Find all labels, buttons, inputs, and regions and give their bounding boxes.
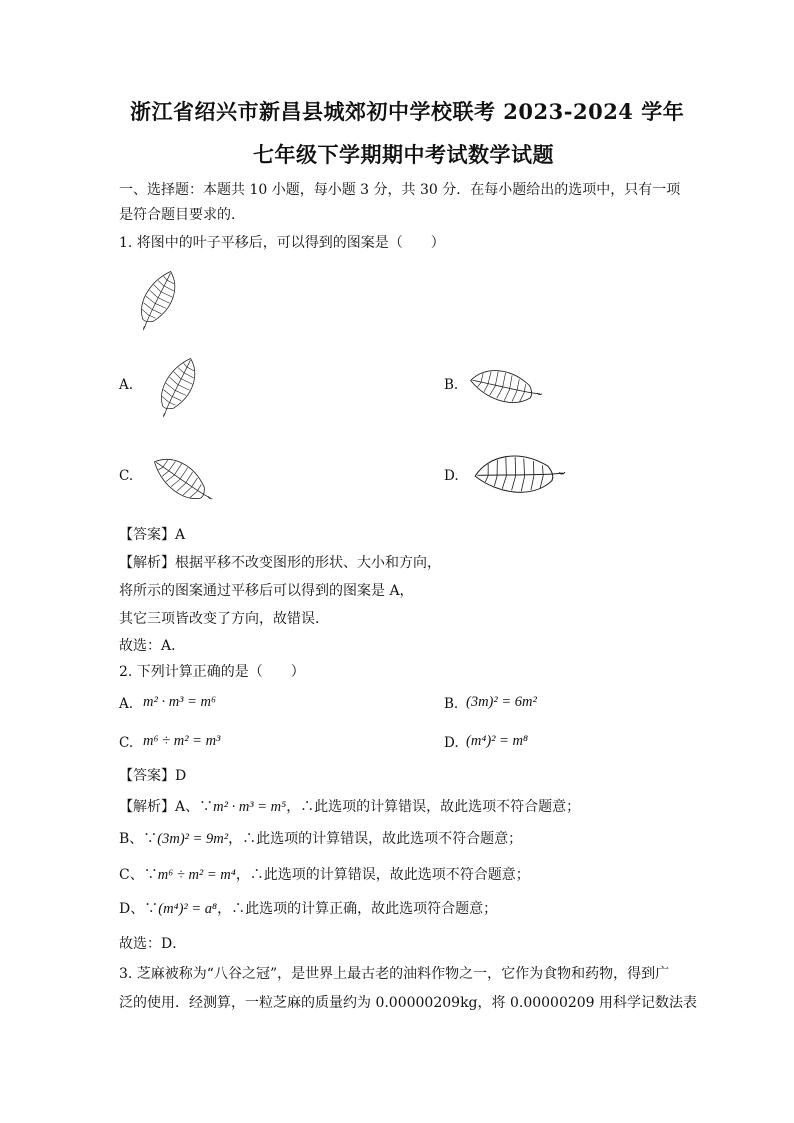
q2-option-d-label: D. — [444, 735, 459, 751]
q2-option-b-label: B. — [444, 696, 459, 712]
q2-analysis-b-pre: B、∵ — [119, 831, 158, 847]
title-line-2: 七年级下学期期中考试数学试题 — [253, 142, 554, 167]
q2-analysis-c — [119, 865, 530, 885]
leaf-option-c-figure — [138, 435, 223, 523]
q2-analysis-d-pre: D、∵ — [119, 901, 159, 917]
q2-option-a-label: A. — [119, 696, 134, 712]
q2-option-c-label: C. — [119, 735, 134, 751]
q1-option-b-label: B. — [444, 377, 459, 393]
q2-stem: 2. 下列计算正确的是（ ） — [119, 664, 305, 680]
q2-analysis-a-post: ，∴此选项的计算错误，故此选项不符合题意； — [286, 799, 581, 815]
leaf-option-b-figure — [458, 345, 548, 429]
q2-answer: 【答案】D — [119, 768, 187, 784]
q3-stem-line-2: 泛的使用．经测算，一粒芝麻的质量约为 0.00000209kg，将 0.00000209 用科学记数法表 — [119, 995, 698, 1011]
q2-analysis-d-post: ，∴此选项的计算正确，故此选项符合题意； — [217, 901, 498, 917]
q1-conclusion: 故选：A． — [119, 638, 186, 654]
q2-analysis-a-pre: 【解析】A、∵ — [119, 799, 214, 815]
q2-analysis-b — [119, 829, 522, 849]
leaf-option-d-figure — [462, 440, 570, 510]
q2-conclusion: 故选：D． — [119, 936, 187, 952]
q1-answer: 【答案】A — [119, 527, 186, 543]
q2-option-c-expression: m⁶ ÷ m² = m³ — [143, 733, 221, 749]
q2-analysis-c-expression: m⁶ ÷ m² = m⁴ — [157, 867, 236, 883]
q2-option-a-expression: m² · m³ = m⁶ — [143, 694, 217, 710]
q2-analysis-a-expression: m² · m³ = m⁵ — [213, 799, 287, 815]
q1-analysis-line-2: 将所示的图案通过平移后可以得到的图案是 A， — [119, 583, 414, 599]
section-instruction-1: 一、选择题：本题共 10 小题，每小题 3 分，共 30 分．在每小题给出的选项中，只有一项 — [119, 182, 681, 198]
q2-option-d-expression: (m⁴)² = m⁸ — [466, 733, 529, 749]
q2-analysis-b-post: ，∴此选项的计算错误，故此选项不符合题意； — [228, 831, 523, 847]
leaf-original-figure — [118, 258, 198, 338]
q2-analysis-c-pre: C、∵ — [119, 867, 158, 883]
q1-option-a-label: A. — [119, 377, 134, 393]
q1-option-d-label: D. — [444, 468, 459, 484]
q2-analysis-a — [119, 797, 580, 817]
q1-analysis-line-3: 其它三项皆改变了方向，故错误． — [119, 611, 329, 627]
q2-analysis-b-expression: (3m)² = 9m² — [157, 831, 229, 847]
leaf-option-a-figure — [138, 345, 218, 425]
q1-analysis-line-1: 【解析】根据平移不改变图形的形状、大小和方向， — [119, 555, 441, 571]
title-line-1: 浙江省绍兴市新昌县城郊初中学校联考 2023-2024 学年 — [130, 99, 685, 124]
q1-option-c-label: C. — [119, 468, 134, 484]
q2-analysis-c-post: ，∴此选项的计算错误，故此选项不符合题意； — [235, 867, 530, 883]
q1-stem: 1. 将图中的叶子平移后，可以得到的图案是（ ） — [119, 235, 445, 251]
q2-analysis-d-expression: (m⁴)² = a⁸ — [158, 901, 218, 917]
q2-analysis-d — [119, 899, 497, 919]
q3-stem-line-1: 3. 芝麻被称为“八谷之冠”，是世界上最古老的油料作物之一，它作为食物和药物，得到广 — [119, 966, 670, 982]
q2-option-b-expression: (3m)² = 6m² — [466, 694, 537, 710]
section-instruction-2: 是符合题目要求的． — [119, 207, 245, 223]
